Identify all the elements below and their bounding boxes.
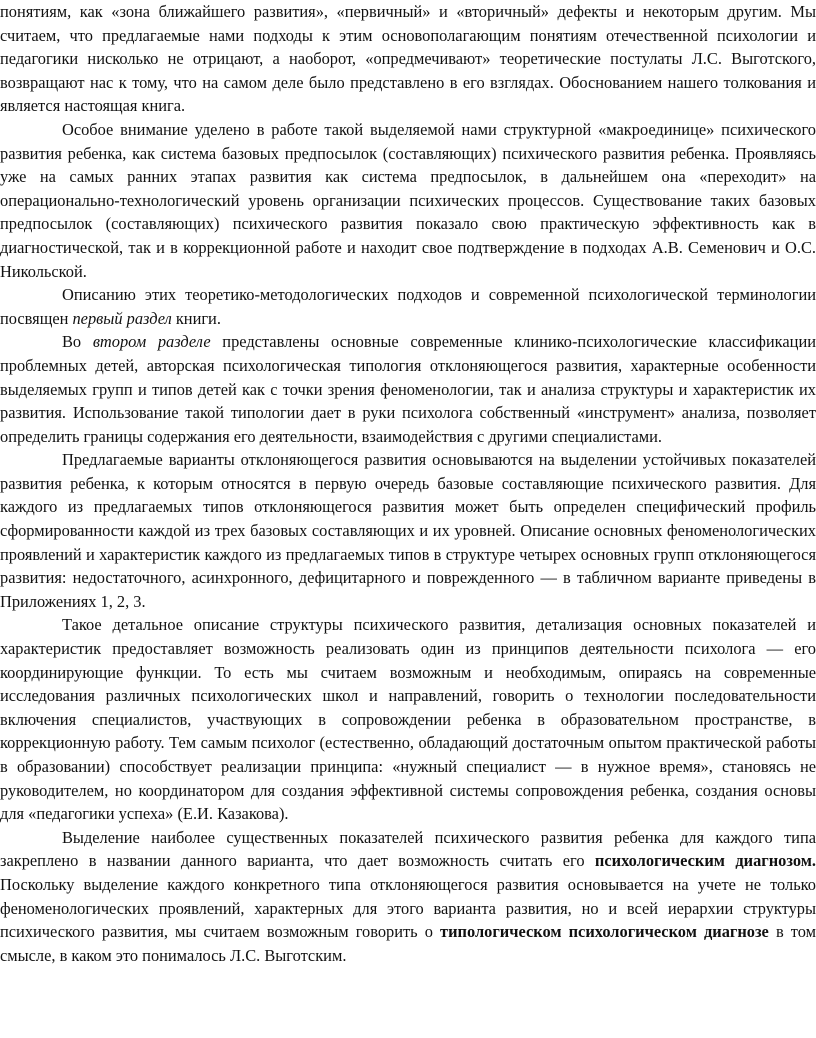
italic-run: первый раздел xyxy=(72,308,172,328)
text-run: Описанию этих теоретико-методологических подходов и современной психологической терминологии посвящен xyxy=(0,285,816,328)
paragraph-coordination xyxy=(0,613,816,825)
text-run: Поскольку выделение каждого конкретного типа отклоняющегося развития основывается на учете не только феноменологических проявлений, характерных для этого варианта развития, но и всей иерархии структуры психического развития, мы считаем возможным говорить о xyxy=(0,874,816,942)
text-run: представлены основные современные клинико-психологические классификации проблемных детей, авторская психологическая типология отклоняющегося развития, характерные особенности выделяемых групп и типов детей как с точки зрения феноменологии, так и анализа структуры и характеристик их развития. Использование такой типологии дает в руки психолога собственный «инструмент» анализа, позволяет определить границы содержания его деятельности, взаимодействия с другими специалистами. xyxy=(0,332,816,446)
text-run: Особое внимание уделено в работе такой выделяемой нами структурной «макроединице» психического развития ребенка, как система базовых предпосылок (составляющих) психического развития ребенка. Проявляясь уже на самых ранних этапах развития как система предпосылок, в дальнейшем она «переходит» на операционально-технологический уровень организации психических процессов. Существование таких базовых предпосылок (составляющих) психического развития показало свою практическую эффективность как в диагностической, так и в коррекционной работе и находит свое подтверждение в подходах А.В. Семенович и О.С. Никольской. xyxy=(0,119,816,281)
paragraph-diagnosis xyxy=(0,826,816,968)
bold-run: типологическом психологическом диагнозе xyxy=(440,922,769,942)
text-run: понятиям, как «зона ближайшего развития», «первичный» и «вторичный» дефекты и некоторым другим. Мы считаем, что предлагаемые нами подходы к этим основополагающим понятиям отечественной психологии и педагогики нисколько не отрицают, а наоборот, «опредмечивают» теоретические постулаты Л.С. Выготского, возвращают нас к тому, что на самом деле было представлено в его взглядах. Обоснованием нашего толкования и является настоящая книга. xyxy=(0,2,816,116)
italic-run: втором разделе xyxy=(92,332,211,352)
paragraph-macro-unit xyxy=(0,118,816,283)
paragraph-first-section xyxy=(0,283,816,330)
text-run: Выделение наиболее существенных показателей психического развития ребенка для каждого типа закреплено в названии данного варианта, что дает возможность считать его xyxy=(0,827,816,871)
bold-run: психологическим диагнозом. xyxy=(594,851,816,871)
text-run: Предлагаемые варианты отклоняющегося развития основываются на выделении устойчивых показателей развития ребенка, к которым относятся в первую очередь базовые составляющие психического развития. Для каждого из предлагаемых типов отклоняющегося развития может быть определен специфический профиль сформированности каждой из трех базовых составляющих и их уровней. Описание основных феноменологических проявлений и характеристик каждого из предлагаемых типов в структуре четырех основных групп отклоняющегося развития: недостаточного, асинхронного, дефицитарного и поврежденного — в табличном варианте приведены в Приложениях 1, 2, 3. xyxy=(0,450,816,611)
paragraph-variants xyxy=(0,448,816,613)
text-run: Такое детальное описание структуры психического развития, детализация основных показателей и характеристик предоставляет возможность реализовать один из принципов деятельности психолога — его координирующие функции. То есть мы считаем возможным и необходимым, опираясь на современные исследования различных психологических школ и направлений, говорить о технологии последовательности включения специалистов, участвующих в сопровождении ребенка в образовательном пространстве, в коррекционную работу. Тем самым психолог (естественно, обладающий достаточным опытом практической работы в образовании) способствует реализации принципа: «нужный специалист — в нужное время», становясь не руководителем, но координатором для создания эффективной системы сопровождения ребенка, создания основы для «педагогики успеха» (Е.И. Казакова). xyxy=(0,615,816,824)
text-run: Во xyxy=(62,332,93,352)
paragraph-second-section xyxy=(0,330,816,448)
paragraph-continued xyxy=(0,0,816,118)
text-run: в том смысле, в каком это понималось Л.С. Выготским. xyxy=(0,922,816,965)
text-run: книги. xyxy=(171,308,221,328)
